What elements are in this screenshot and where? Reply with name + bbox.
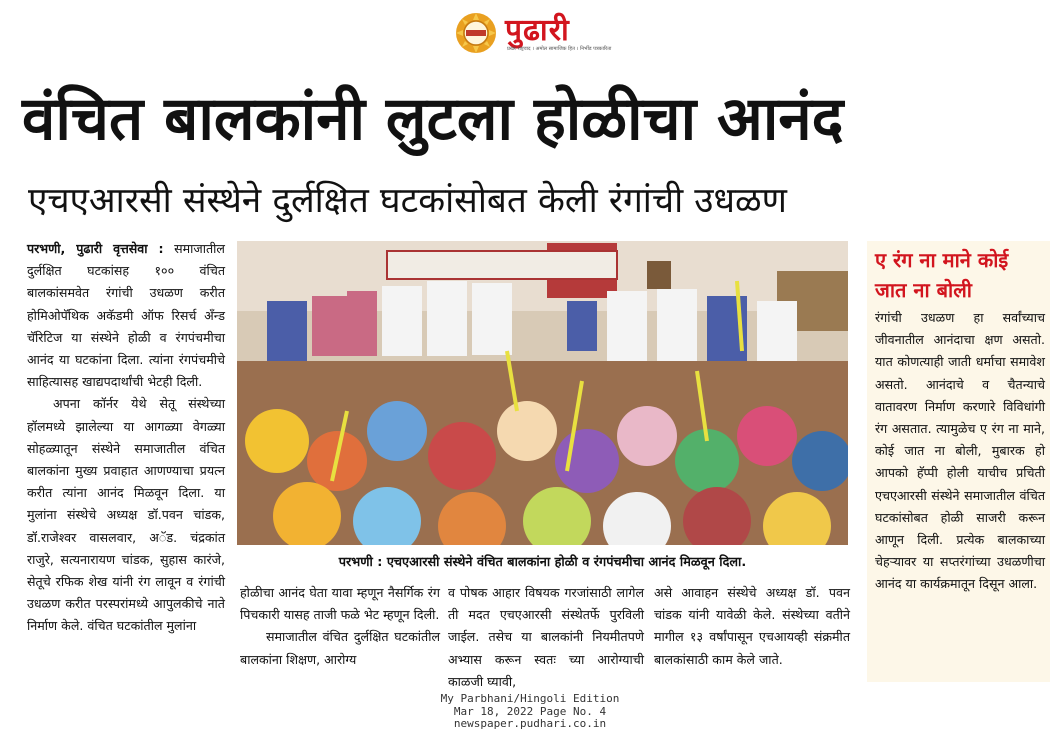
article-headline: वंचित बालकांनी लुटला होळीचा आनंद [22, 84, 844, 154]
sidebar-title: ए रंग ना माने कोई जात ना बोली [875, 248, 1009, 302]
article-subheadline: एचएआरसी संस्थेने दुर्लक्षित घटकांसोबत केली रंगांची उधळण [28, 181, 787, 221]
article-paragraph: व पोषक आहार विषयक गरजांसाठी लागेल ती मदत एचएआरसी संस्थेतर्फे पुरविली जाईल. तसेच या बालकांनी नियमीतपणे अभ्यास करून स्वतः च्या आरोग्याची काळजी घ्यावी, [448, 585, 644, 689]
article-column-3 [448, 582, 644, 693]
footer-site-link[interactable]: newspaper.pudhari.co.in [453, 717, 607, 730]
article-column-2 [240, 582, 440, 671]
sidebar-box [867, 241, 1050, 682]
footer-date-page: Mar 18, 2022 Page No. 4 [453, 704, 607, 718]
anniversary-seal-logo [455, 12, 497, 54]
newspaper-name: पुढारी [505, 13, 570, 48]
event-photo-illustration [237, 241, 848, 545]
footer-edition: My Parbhani/Hingoli Edition [440, 692, 620, 705]
masthead [455, 8, 615, 58]
article-paragraph: होळीचा आनंद घेता यावा म्हणून नैसर्गिक रंग पिचकारी यासह ताजी फळे भेट म्हणून दिली. [240, 585, 440, 623]
article-paragraph: असे आवाहन संस्थेचे अध्यक्ष डॉ. पवन चांडक यांनी यावेळी केले. संस्थेच्या वतीने मागील १३ वर्षांपासून एचआयव्ही संक्रमीत बालकांसाठी काम केले जाते. [654, 585, 850, 667]
article-dateline: परभणी, पुढारी वृत्तसेवा : [27, 241, 164, 256]
page-footer [400, 693, 660, 731]
newspaper-tagline: प्रखर राष्ट्रवाद । अमोल सामाजिक हित । निर्भीड पत्रकारिता [507, 46, 612, 52]
article-paragraph: परभणी, पुढारी वृत्तसेवा : समाजातील दुर्लक्षित घटकांसह १०० वंचित बालकांसमवेत रंगांची उधळण करीत होमिओपॅथिक अकॅडमी ऑफ रिसर्च अँन्ड चॅरिटिज या संस्थेने होळी व रंगपंचमीचा आनंद या घटकांना दिला. त्यांना रंगपंचमीचे साहित्यासह खाद्यपदार्थांची भेटही दिली. [27, 241, 225, 390]
event-photo [237, 241, 848, 545]
article-column-left [27, 238, 225, 638]
photo-caption: परभणी : एचएआरसी संस्थेने वंचित बालकांना होळी व रंगपंचमीचा आनंद मिळवून दिला. [338, 555, 747, 570]
article-paragraph: समाजातील वंचित दुर्लक्षित घटकांतील बालकांना शिक्षण, आरोग्य [240, 629, 440, 667]
sidebar-text: रंगांची उधळण हा सर्वांच्याच जीवनातील आनंदाचा क्षण असतो. यात कोणत्याही जाती धर्माचा समावेश असतो. आनंदाचे व चैतन्याचे वातावरण निर्माण करणारे विविधांगी रंग असतात. त्यामुळेच ए रंग ना माने, कोई जात ना बोली, मुबारक हो आपको हॅप्पी होली याचीच प्रचिती एचएआरसी संस्थेने समाजातील वंचित घटकांसोबत होळी साजरी करून आणून दिली. प्रत्येक बालकाच्या चेहऱ्यावर या सप्तरंगांच्या उधळणीचा आनंद या कार्यक्रमातून दिसून आला. [875, 310, 1045, 592]
article-paragraph: अपना कॉर्नर येथे सेतू संस्थेच्या हॉलमध्ये झालेल्या या आगळ्या वेगळ्या सोहळ्यातून संस्थेने समाजातील वंचित बालकांना मुख्य प्रवाहात आणण्याचा प्रयत्न करीत त्यांना आनंद मिळवून दिला. या मुलांना संस्थेचे अध्यक्ष डॉ.पवन चांडक, डॉ.राजेश्वर वासलवार, अॅड. चंद्रकांत राजुरे, सत्यनारायण चांडक, सुहास कारंजे, सेतूचे रफिक शेख यांनी रंग लावून व रंगांची उधळण करीत परस्परांमध्ये आपुलकीचे नाते निर्माण केले. वंचित घटकांतील मुलांना [27, 396, 225, 634]
article-column-4 [654, 582, 850, 671]
